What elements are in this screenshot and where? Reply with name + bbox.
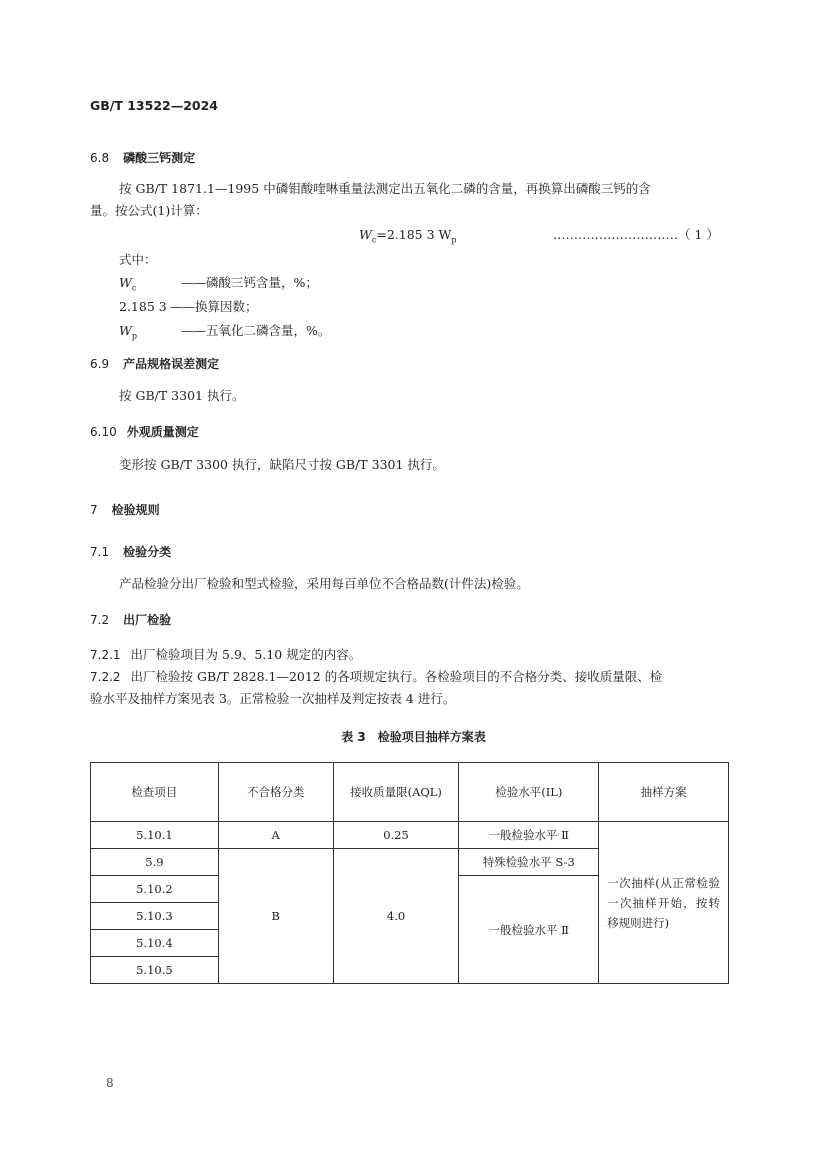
- formula-rhs-subscript: p: [451, 235, 457, 245]
- table-header-row: [91, 763, 729, 822]
- aql-cell: 0.25: [333, 822, 459, 849]
- header-cell: 检查项目: [91, 763, 219, 822]
- clause-text: 出厂检验项目为 5.9、5.10 规定的内容。: [130, 647, 362, 662]
- section-title: 外观质量测定: [126, 425, 199, 439]
- section-title: 产品规格误差测定: [123, 357, 220, 371]
- header-cell: 抽样方案: [599, 763, 729, 822]
- item-cell: 5.10.3: [91, 903, 219, 930]
- section-title: 出厂检验: [123, 613, 172, 627]
- clause-7-2-2: [90, 666, 662, 688]
- plan-cell: 一次抽样(从正常检验一次抽样开始，按转移规则进行): [599, 822, 729, 984]
- section-6-8-heading: [90, 149, 195, 166]
- where-label: 式中：: [119, 252, 157, 267]
- clause-number: 7.2.1: [90, 648, 121, 662]
- formula-number: …………………………（ 1 ）: [553, 227, 719, 242]
- section-number: 7: [90, 503, 98, 517]
- section-7-1-heading: [90, 543, 171, 560]
- class-cell: A: [218, 822, 333, 849]
- formula-1: [359, 224, 456, 252]
- formula-lhs-subscript: c: [371, 235, 377, 245]
- header-cell: 检验水平(IL): [459, 763, 599, 822]
- aql-cell: 4.0: [333, 849, 459, 984]
- variable-symbol: 2.185 3: [119, 299, 167, 314]
- level-cell: 一般检验水平 Ⅱ: [459, 822, 599, 849]
- paragraph-line: 按 GB/T 1871.1—1995 中磷钼酸喹啉重量法测定出五氧化二磷的含量，再换算出磷酸三钙的含: [119, 181, 651, 196]
- variable-definition: [119, 320, 137, 348]
- header-cell: 不合格分类: [218, 763, 333, 822]
- section-6-9-heading: [90, 355, 219, 372]
- page-number: 8: [106, 1076, 114, 1090]
- variable-subscript: c: [131, 283, 137, 293]
- item-cell: 5.10.2: [91, 876, 219, 903]
- section-number: 7.1: [90, 545, 110, 559]
- paragraph-line: 验水平及抽样方案见表 3。正常检验一次抽样及判定按表 4 进行。: [90, 691, 456, 706]
- sampling-plan-table: [90, 762, 729, 984]
- variable-symbol: W: [119, 275, 132, 290]
- section-number: 6.10: [90, 425, 117, 439]
- section-7-heading: [90, 501, 160, 518]
- item-cell: 5.9: [91, 849, 219, 876]
- formula-lhs: W: [359, 227, 372, 242]
- section-7-2-heading: [90, 611, 171, 628]
- table-caption: 表 3 检验项目抽样方案表: [341, 730, 486, 744]
- section-title: 检验分类: [123, 545, 172, 559]
- table-row: [91, 822, 729, 849]
- clause-7-2-1: [90, 644, 361, 666]
- level-cell: 一般检验水平 Ⅱ: [459, 876, 599, 984]
- item-cell: 5.10.5: [91, 957, 219, 984]
- paragraph-line: 按 GB/T 3301 执行。: [119, 388, 245, 403]
- header-cell: 接收质量限(AQL): [333, 763, 459, 822]
- paragraph-line: 量。按公式(1)计算：: [90, 203, 208, 218]
- section-title: 磷酸三钙测定: [123, 151, 196, 165]
- variable-description: ——换算因数；: [170, 299, 258, 314]
- class-cell: B: [218, 849, 333, 984]
- clause-number: 7.2.2: [90, 670, 121, 684]
- variable-description: ——五氧化二磷含量，%。: [181, 323, 331, 338]
- clause-text: 出厂检验按 GB/T 2828.1—2012 的各项规定执行。各检验项目的不合格分类、接收质量限、检: [130, 669, 663, 684]
- paragraph-line: 变形按 GB/T 3300 执行，缺陷尺寸按 GB/T 3301 执行。: [119, 457, 445, 472]
- formula-expression: =2.185 3 W: [376, 227, 452, 242]
- section-6-10-heading: [90, 423, 199, 440]
- item-cell: 5.10.4: [91, 930, 219, 957]
- variable-description: ——磷酸三钙含量，%；: [181, 275, 318, 290]
- variable-symbol: W: [119, 323, 132, 338]
- section-number: 6.9: [90, 357, 110, 371]
- standard-code-header: GB/T 13522—2024: [90, 98, 219, 113]
- section-number: 6.8: [90, 151, 110, 165]
- section-title: 检验规则: [111, 503, 160, 517]
- item-cell: 5.10.1: [91, 822, 219, 849]
- paragraph-line: 产品检验分出厂检验和型式检验，采用每百单位不合格品数(计件法)检验。: [119, 576, 529, 591]
- variable-subscript: p: [131, 331, 137, 341]
- section-number: 7.2: [90, 613, 110, 627]
- level-cell: 特殊检验水平 S-3: [459, 849, 599, 876]
